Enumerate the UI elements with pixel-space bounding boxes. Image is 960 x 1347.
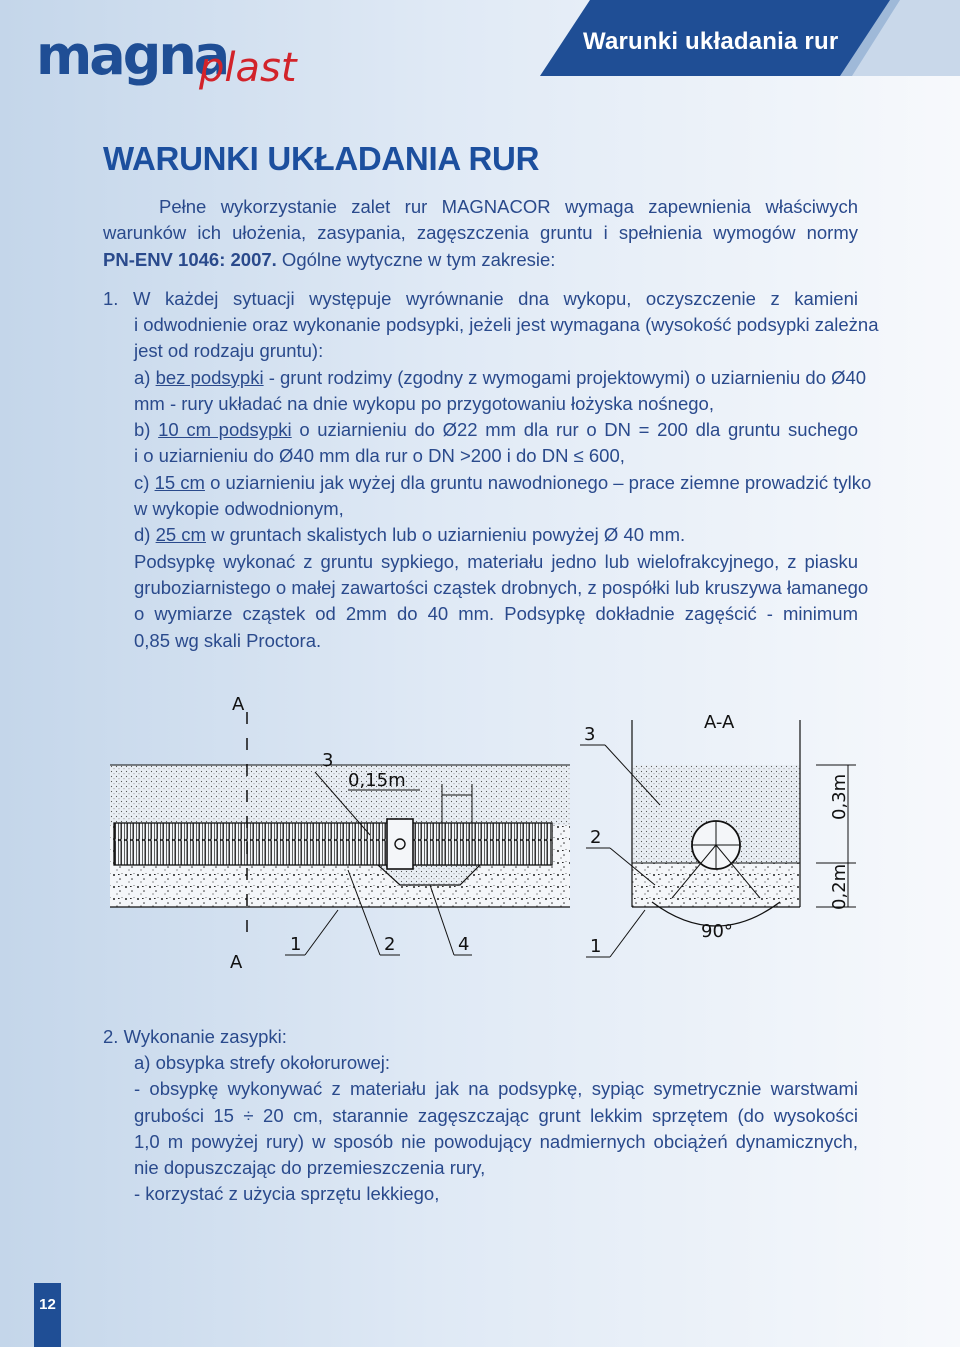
intro-line: Ogólne wytyczne w tym zakresie: (276, 248, 556, 270)
list-marker: d) (134, 524, 156, 546)
section-2-line: 1,0 m powyżej rury) w sposób nie powodujący nadmiernych obciążeń dynamicznych, (134, 1130, 858, 1152)
bedding-text: Podsypkę wykonać z gruntu sypkiego, materiału jedno lub wielofrakcyjnego, z piasku (134, 550, 858, 572)
page-number: 12 (39, 1296, 56, 1313)
label-2-left: 2 (384, 934, 396, 955)
section-2-line: - korzystać z użycia sprzętu lekkiego, (134, 1183, 440, 1205)
section-2-line: - obsypkę wykonywać z materiału jak na podsypkę, sypiąc symetrycznie warstwami (134, 1078, 858, 1100)
option-b-text: o uziarnieniu do Ø22 mm dla rur o DN = 200 dla gruntu suchego (291, 419, 858, 441)
bedding-text: 0,85 wg skali Proctora. (134, 629, 322, 651)
intro-line: Pełne wykorzystanie zalet rur MAGNACOR wymaga zapewnienia właściwych (159, 196, 858, 217)
section-1-line: jest od rodzaju gruntu): (134, 340, 324, 362)
option-a-text: - grunt rodzimy (zgodny z wymogami projektowymi) o uziarnieniu do Ø40 (263, 366, 867, 388)
option-a-label: bez podsypki (155, 366, 264, 388)
label-1-left: 1 (290, 934, 302, 955)
dimension-03: 0,3m (829, 773, 850, 820)
label-1-right: 1 (590, 936, 602, 957)
bedding-text: gruboziarnistego o małej zawartości cząstek drobnych, z pospółki lub kruszywa łamanego (134, 576, 869, 598)
option-d-text: w gruntach skalistych lub o uziarnieniu powyżej Ø 40 mm. (205, 524, 686, 546)
bedding-text: o wymiarze cząstek od 2mm do 40 mm. Podsypkę dokładnie zagęścić - minimum (134, 603, 858, 625)
logo-primary: magna (36, 26, 228, 87)
option-b-label: 10 cm podsypki (158, 419, 292, 441)
option-c-text: o uziarnieniu jak wyżej dla gruntu nawodnionego – prace ziemne prowadzić tylko (204, 471, 872, 493)
section-2-line: nie dopuszczając do przemieszczenia rury, (134, 1157, 486, 1179)
section-2-heading: 2. Wykonanie zasypki: (103, 1026, 287, 1047)
section-marker-top: A (232, 694, 245, 715)
page-title: WARUNKI UKŁADANIA RUR (103, 140, 540, 177)
list-marker: b) (134, 419, 159, 441)
label-2-right: 2 (590, 827, 602, 848)
intro-line: warunków ich ułożenia, zasypania, zagęszczenia gruntu i spełnienia wymogów normy (103, 222, 858, 244)
list-marker: c) (134, 471, 155, 493)
label-3-right: 3 (584, 724, 596, 745)
section-1-lead (103, 286, 858, 312)
option-c-label: 15 cm (154, 471, 205, 493)
section-1-line: i odwodnienie oraz wykonanie podsypki, jeżeli jest wymagana (wysokość podsypki zależna (134, 314, 879, 335)
section-1-body (134, 312, 879, 654)
section-2-body (134, 1050, 858, 1208)
corrugated-pipe (114, 823, 552, 865)
list-marker: a) (134, 366, 156, 388)
page-number-tab (34, 1283, 61, 1347)
section-2-line: a) obsypka strefy okołorurowej: (134, 1052, 391, 1073)
magnaplast-logo (36, 26, 316, 101)
longitudinal-section (110, 694, 570, 973)
label-3-left: 3 (322, 750, 334, 771)
norm-reference: PN-ENV 1046: 2007. (103, 248, 277, 270)
angle-label: 90° (701, 921, 733, 942)
option-c-text: w wykopie odwodnionym, (134, 498, 344, 520)
section-label: A-A (704, 712, 735, 733)
pipe-laying-diagram (100, 680, 880, 980)
option-b-text: i o uziarnieniu do Ø40 mm dla rur o DN >200 i do DN ≤ 600, (134, 445, 625, 467)
dimension-02: 0,2m (829, 863, 850, 910)
intro-paragraph (103, 194, 858, 273)
logo-secondary: plast (199, 45, 297, 91)
section-title: Warunki układania rur (583, 28, 839, 55)
section-1-line: 1. W każdej sytuacji występuje wyrównanie dna wykopu, oczyszczenie z kamieni (103, 288, 858, 309)
section-marker-bottom: A (230, 952, 243, 973)
option-d-label: 25 cm (155, 524, 206, 546)
section-2-line: grubości 15 ÷ 20 cm, starannie zagęszczając grunt lekkim sprzętem (do wysokości (134, 1104, 858, 1126)
option-a-text: mm - rury układać na dnie wykopu po przygotowaniu łożyska nośnego, (134, 392, 714, 414)
dimension-015: 0,15m (348, 770, 406, 791)
label-4-left: 4 (458, 934, 470, 955)
pipe-coupling (387, 819, 413, 869)
cross-section (580, 712, 856, 957)
section-2-title (103, 1024, 858, 1050)
